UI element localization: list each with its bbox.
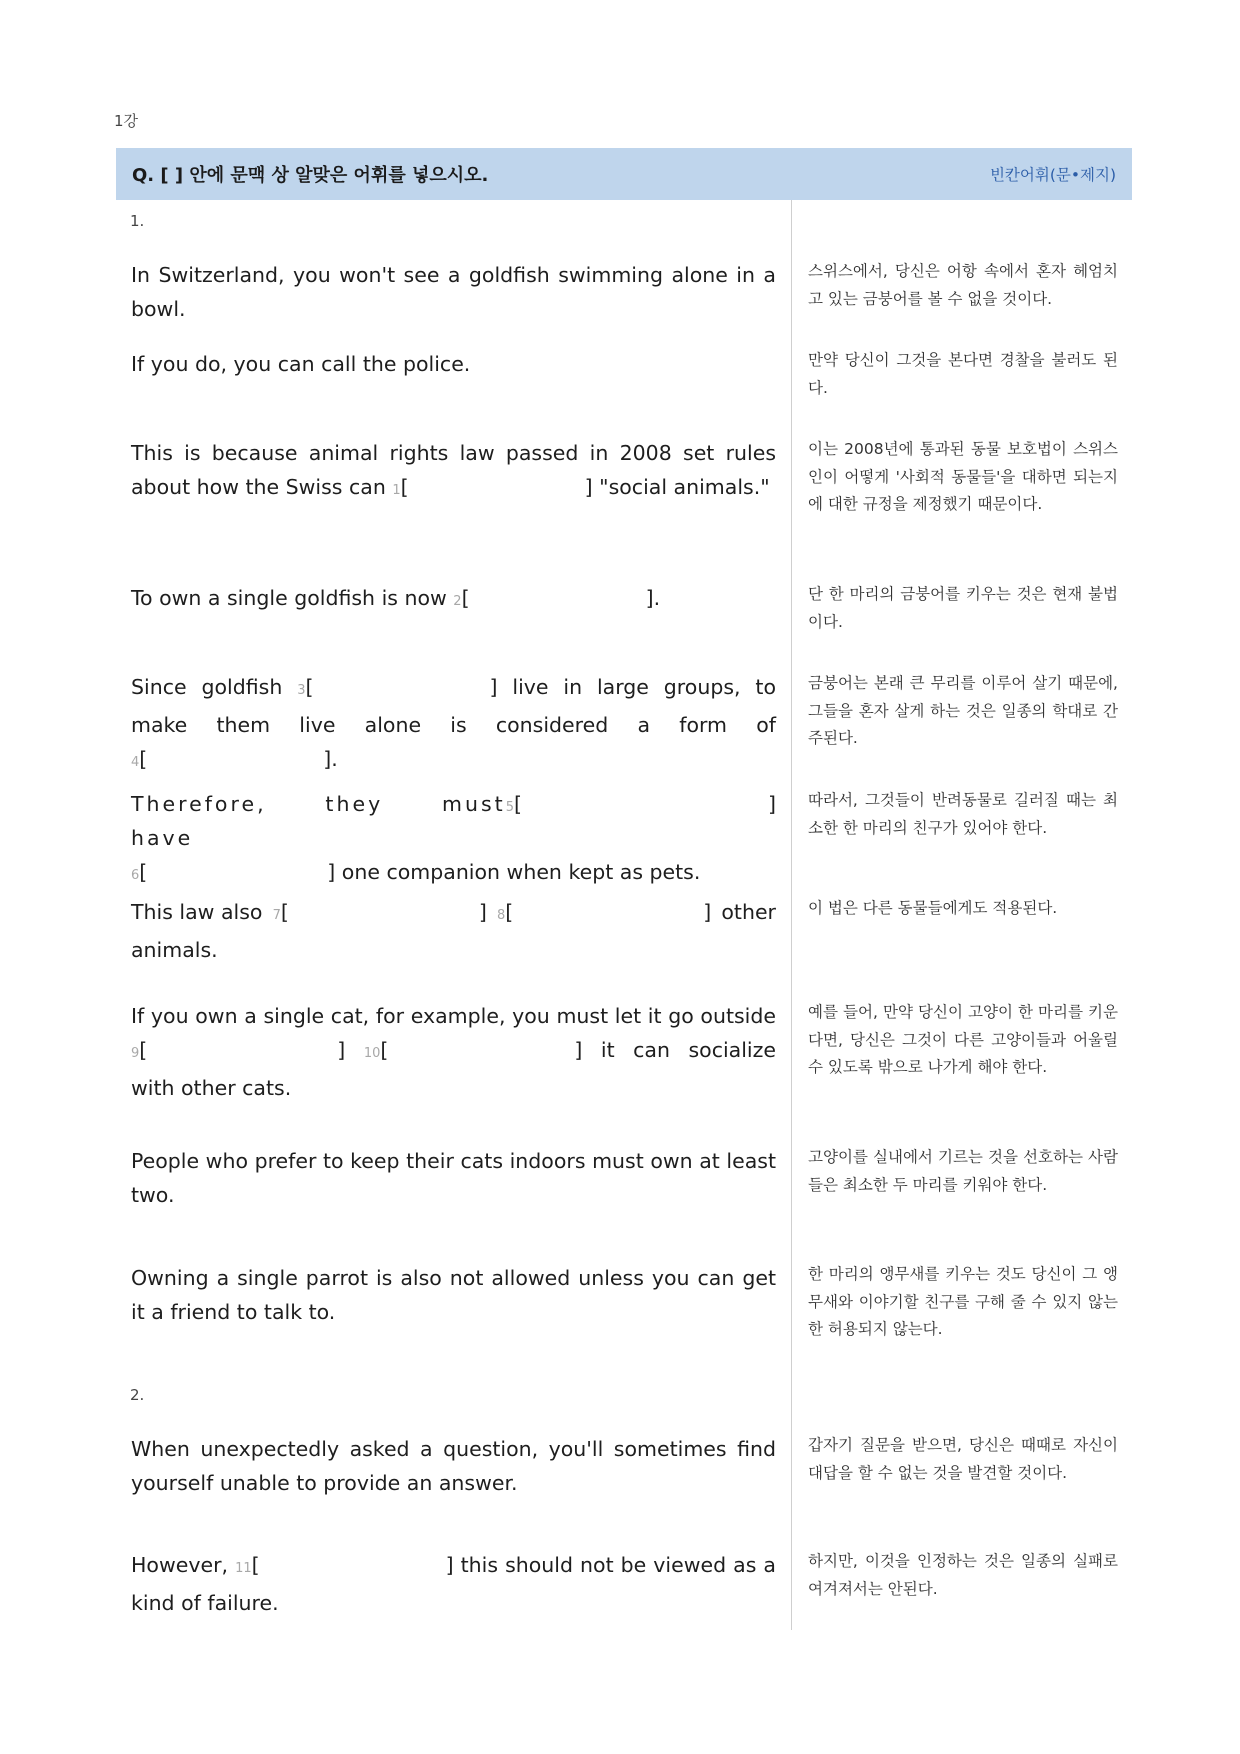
english-sentence: People who prefer to keep their cats indoors must own at least two.: [131, 1149, 776, 1207]
answer-blank[interactable]: 1[ ]: [392, 475, 593, 499]
english-sentence: Therefore, they must have 5[ ] 6[ ] one companion when kept as pets.: [131, 787, 776, 893]
answer-blank[interactable]: 8[ ]: [496, 900, 712, 924]
english-sentence: To own a single goldfish is now 2[ ].: [131, 586, 661, 610]
answer-blank[interactable]: 9[ ]: [131, 1038, 346, 1062]
section-number: 1.: [130, 212, 145, 230]
answer-blank[interactable]: 7[ ]: [272, 900, 487, 924]
korean-translation: 만약 당신이 그것을 본다면 경찰을 불러도 된다.: [808, 351, 1118, 397]
korean-translation: 한 마리의 앵무새를 키우는 것도 당신이 그 앵무새와 이야기할 친구를 구해 줄 수 있지 않는 한 허용되지 않는다.: [808, 1265, 1118, 1338]
english-sentence: This is because animal rights law passed in 2008 set rules about how the Swiss can 1[ ] "social animals.": [131, 441, 776, 499]
korean-translation: 단 한 마리의 금붕어를 키우는 것은 현재 불법이다.: [808, 585, 1118, 631]
english-sentence: If you own a single cat, for example, you must let it go outside 9[ ] 10[ ] it can socialize with other cats.: [131, 1004, 776, 1100]
answer-blank[interactable]: 11[ ]: [235, 1553, 454, 1577]
column-divider: [791, 200, 792, 1630]
answer-blank[interactable]: 3[ ]: [297, 675, 498, 699]
english-sentence: This law also 7[ ] 8[ ] other animals.: [131, 895, 776, 967]
answer-blank[interactable]: 5[ ]: [505, 792, 776, 816]
korean-translation: 예를 들어, 만약 당신이 고양이 한 마리를 키운다면, 당신은 그것이 다른 고양이들과 어울릴 수 있도록 밖으로 나가게 해야 한다.: [808, 1003, 1118, 1076]
korean-translation: 고양이를 실내에서 기르는 것을 선호하는 사람들은 최소한 두 마리를 키워야 한다.: [808, 1148, 1118, 1194]
english-sentence: If you do, you can call the police.: [131, 352, 471, 376]
question-header: [116, 148, 1132, 200]
question-type-tag: 빈칸어휘(문•제지): [989, 166, 1116, 184]
answer-blank[interactable]: 6[ ]: [131, 860, 336, 884]
korean-translation: 스위스에서, 당신은 어항 속에서 혼자 헤엄치고 있는 금붕어를 볼 수 없을 것이다.: [808, 262, 1118, 308]
korean-translation: 따라서, 그것들이 반려동물로 길러질 때는 최소한 한 마리의 친구가 있어야 한다.: [808, 791, 1118, 837]
korean-translation: 하지만, 이것을 인정하는 것은 일종의 실패로 여겨져서는 안된다.: [808, 1552, 1118, 1598]
korean-translation: 이 법은 다른 동물들에게도 적용된다.: [808, 899, 1058, 917]
section-number: 2.: [130, 1386, 145, 1404]
english-sentence: Owning a single parrot is also not allowed unless you can get it a friend to talk to.: [131, 1266, 776, 1324]
answer-blank[interactable]: 4[ ]: [131, 747, 332, 771]
lesson-label: 1강: [114, 112, 139, 130]
answer-blank[interactable]: 2[ ]: [453, 586, 654, 610]
question-instruction: Q. [ ] 안에 문맥 상 알맞은 어휘를 넣으시오.: [132, 165, 489, 186]
english-sentence: Since goldfish 3[ ] live in large groups, to make them live alone is considered a form of 4[ ].: [131, 675, 776, 771]
english-sentence: However, 11[ ] this should not be viewed as a kind of failure.: [131, 1553, 776, 1615]
answer-blank[interactable]: 10[ ]: [363, 1038, 583, 1062]
english-sentence: When unexpectedly asked a question, you'll sometimes find yourself unable to provide an answer.: [131, 1437, 776, 1495]
korean-translation: 이는 2008년에 통과된 동물 보호법이 스위스인이 어떻게 '사회적 동물들'을 대하면 되는지에 대한 규정을 제정했기 때문이다.: [808, 440, 1118, 513]
english-sentence: In Switzerland, you won't see a goldfish swimming alone in a bowl.: [131, 263, 776, 321]
korean-translation: 갑자기 질문을 받으면, 당신은 때때로 자신이 대답을 할 수 없는 것을 발견할 것이다.: [808, 1436, 1118, 1482]
korean-translation: 금붕어는 본래 큰 무리를 이루어 살기 때문에, 그들을 혼자 살게 하는 것은 일종의 학대로 간주된다.: [808, 674, 1118, 747]
